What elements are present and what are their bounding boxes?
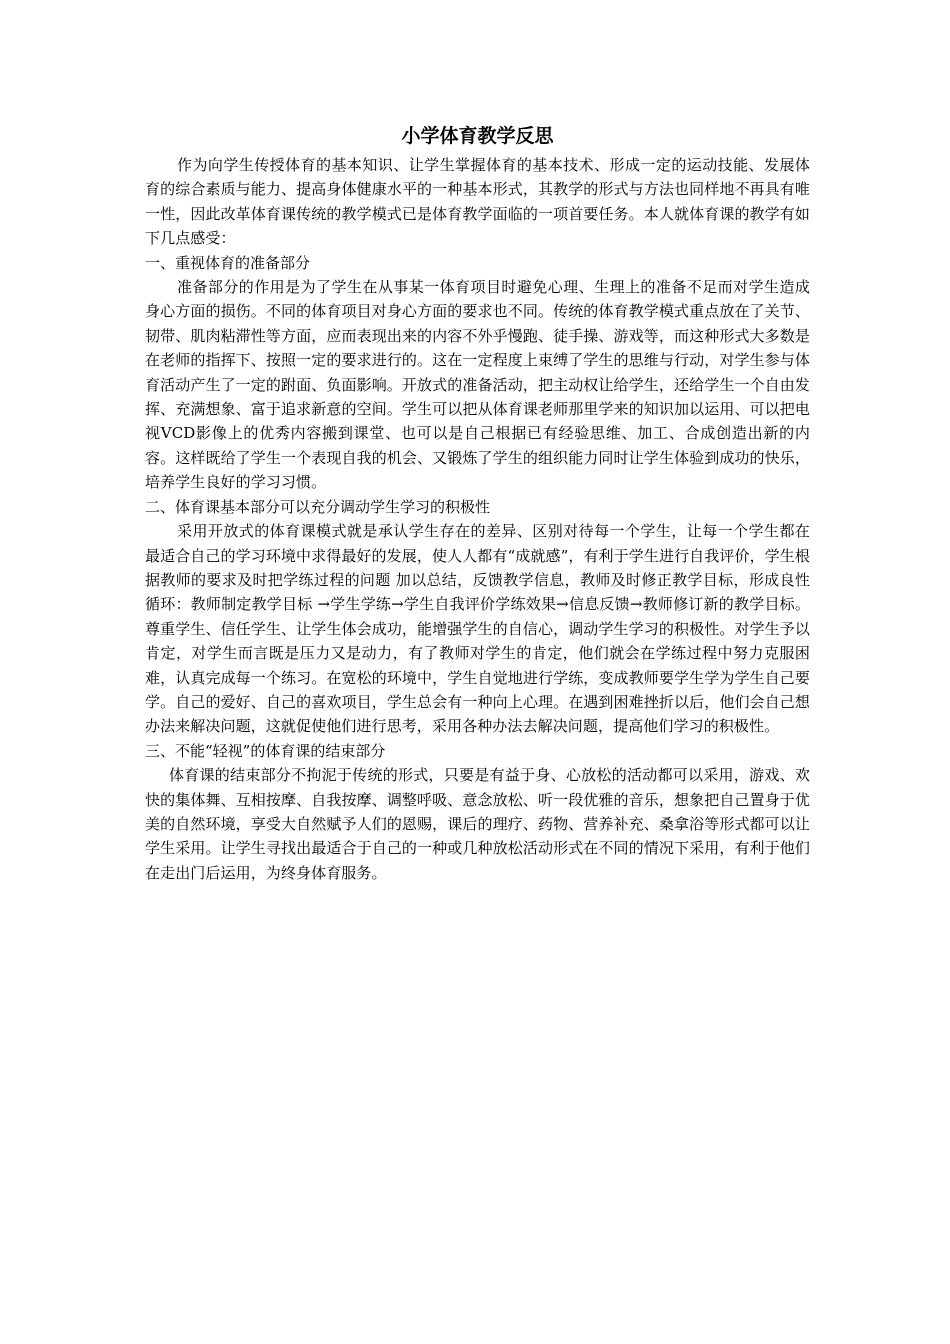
document-title: 小学体育教学反思 [401,125,554,147]
intro-paragraph: 作为向学生传授体育的基本知识、让学生掌握体育的基本技术、形成一定的运动技能、发展体育的综合素质与能力、提高身体健康水平的一种基本形式，其教学的形式与方法也同样地不再具有唯一性，因此改革体育课传统的教学模式已是体育教学面临的一项首要任务。本人就体育课的教学有如下几点感受： [145,156,810,248]
section-heading-ending-part: 三、不能“轻视”的体育课的结束部分 [145,741,386,760]
section-heading-preparation: 一、重视体育的准备部分 [145,253,311,272]
section-body-basic-part: 采用开放式的体育课模式就是承认学生存在的差异、区别对待每一个学生，让每一个学生都在最适合自己的学习环境中求得最好的发展，使人人都有“成就感”，有利于学生进行自我评价，学生根据教师的要求及时把学练过程的问题 加以总结，反馈教学信息，教师及时修正教学目标，形成良性循环：教师制定教学目标 →学生学练→学生自我评价学练效果→信息反馈→教师修订新的教学目标。尊重学生、信任学生、让学生体会成功，能增强学生的自信心，调动学生学习的积极性。对学生予以肯定，对学生而言既是压力又是动力，有了教师对学生的肯定，他们就会在学练过程中努力克服困难，认真完成每一个练习。在宽松的环境中，学生自觉地进行学练，变成教师要学生学为学生自己要学。自己的爱好、自己的喜欢项目，学生总会有一种向上心理。在遇到困难挫折以后，他们会自己想办法来解决问题，这就促使他们进行思考，采用各种办法去解决问题，提高他们学习的积极性。 [145,522,810,736]
section-body-preparation: 准备部分的作用是为了学生在从事某一体育项目时避免心理、生理上的准备不足而对学生造成身心方面的损伤。不同的体育项目对身心方面的要求也不同。传统的体育教学模式重点放在了关节、韧带、肌肉粘滞性等方面，应而表现出来的内容不外乎慢跑、徒手操、游戏等，而这种形式大多数是在老师的指挥下、按照一定的要求进行的。这在一定程度上束缚了学生的思维与行动，对学生参与体育活动产生了一定的跗面、负面影响。开放式的准备活动，把主动权让给学生，还给学生一个自由发挥、充满想象、富于追求新意的空间。学生可以把从体育课老师那里学来的知识加以运用、可以把电视VCD影像上的优秀内容搬到课堂、也可以是自己根据已有经验思维、加工、合成创造出新的内容。这样既给了学生一个表现自我的机会、又锻炼了学生的组织能力同时让学生体验到成功的快乐，培养学生良好的学习习惯。 [145,278,810,492]
section-body-ending-part: 体育课的结束部分不拘泥于传统的形式，只要是有益于身、心放松的活动都可以采用，游戏、欢快的集体舞、互相按摩、自我按摩、调整呼吸、意念放松、听一段优雅的音乐，想象把自己置身于优美的自然环境，享受大自然赋予人们的恩赐，课后的理疗、药物、营养补充、桑拿浴等形式都可以让学生采用。让学生寻找出最适合于自己的一种或几种放松活动形式在不同的情况下采用，有利于他们在走出门后运用，为终身体育服务。 [145,766,810,882]
section-heading-basic-part: 二、体育课基本部分可以充分调动学生学习的积极性 [145,497,491,516]
document-body [145,122,810,885]
